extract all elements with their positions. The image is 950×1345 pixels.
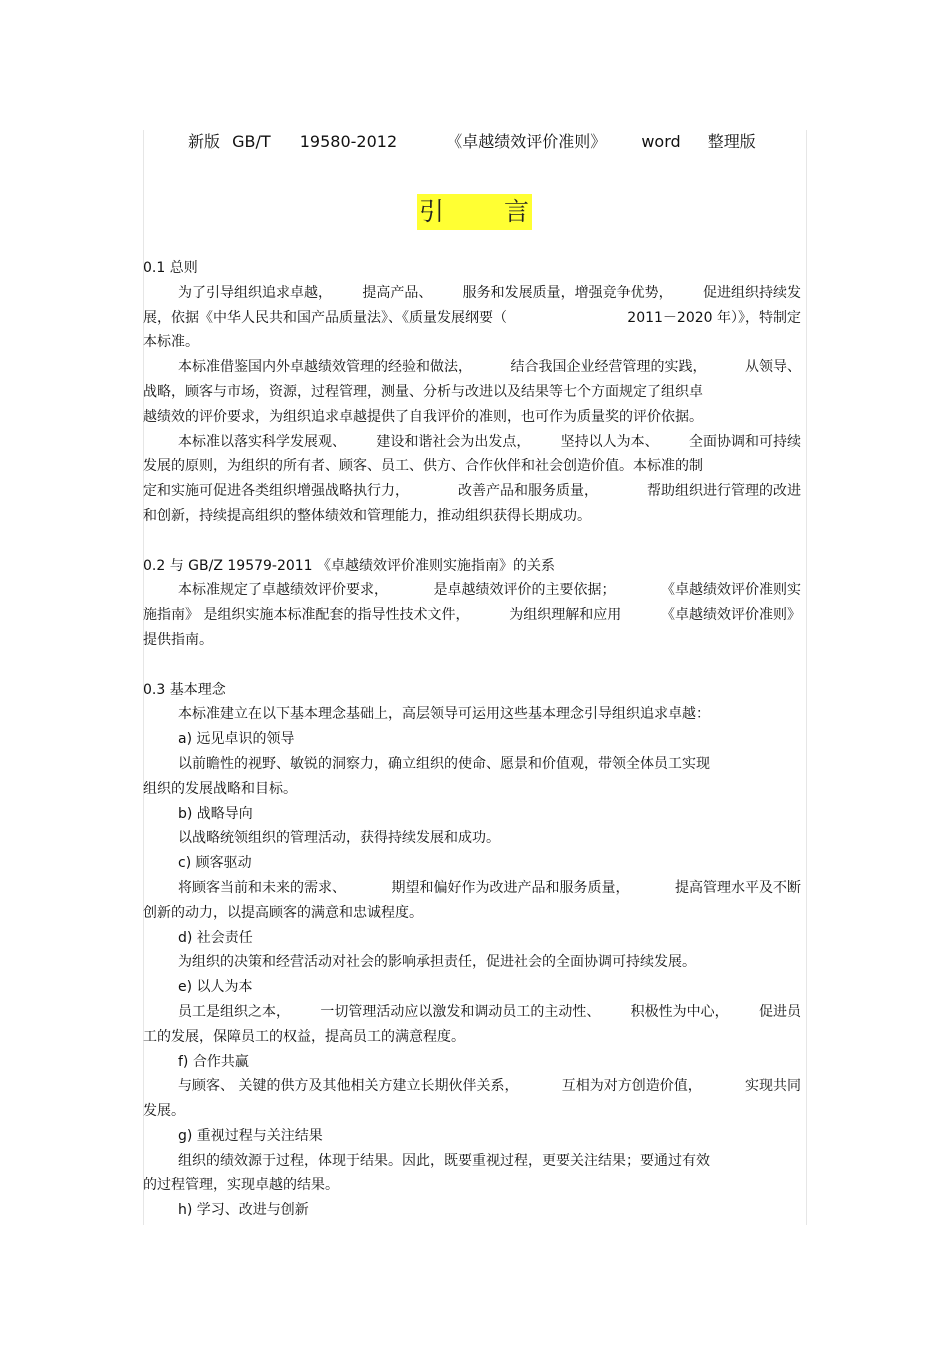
text-run: 促进组织持续发 <box>702 284 801 301</box>
section-heading: 0.1 总则 <box>143 260 198 276</box>
paragraph-line <box>143 1074 801 1099</box>
paragraph-line: 以战略统领组织的管理活动，获得持续发展和成功。 <box>178 830 500 847</box>
list-item-title: b) 战略导向 <box>178 805 253 822</box>
list-item-title: c) 顾客驱动 <box>178 855 252 872</box>
paragraph-line <box>143 355 801 380</box>
header-part: 整理版 <box>707 132 756 151</box>
text-run: 全面协调和可持续 <box>688 433 801 450</box>
text-run: 将顾客当前和未来的需求、 <box>178 879 346 896</box>
text-run: 施指南》 是组织实施本标准配套的指导性技术文件， <box>143 607 470 624</box>
text-run: 积极性为中心， <box>630 1003 729 1020</box>
list-item-title: h) 学习、改进与创新 <box>178 1202 309 1219</box>
list-item-title: f) 合作共赢 <box>178 1053 249 1070</box>
paragraph-line: 工的发展，保障员工的权益，提高员工的满意程度。 <box>143 1028 465 1045</box>
blank-line <box>143 529 801 554</box>
paragraph-line: 本标准。 <box>143 334 199 351</box>
paragraph-line <box>143 1000 801 1025</box>
text-run: 帮助组织进行管理的改进 <box>647 483 801 500</box>
text-run: 2011－2020 年）》，特制定 <box>627 309 801 326</box>
text-run: 互相为对方创造价值， <box>561 1078 702 1095</box>
paragraph-line <box>143 479 801 504</box>
section-heading: 0.3 基本理念 <box>143 681 226 698</box>
paragraph-line: 为组织的决策和经营活动对社会的影响承担责任，促进社会的全面协调可持续发展。 <box>178 954 696 971</box>
header-part: 《卓越绩效评价准则》 <box>446 132 607 151</box>
paragraph-line <box>143 306 801 331</box>
text-run: 提高管理水平及不断 <box>675 879 801 896</box>
header-part: word <box>641 132 681 151</box>
text-run: 本标准以落实科学发展观、 <box>178 433 346 450</box>
paragraph-line: 的过程管理，实现卓越的结果。 <box>143 1177 339 1194</box>
paragraph-line <box>143 430 801 455</box>
paragraph-line <box>143 876 801 901</box>
text-run: 本标准规定了卓越绩效评价要求， <box>178 582 388 599</box>
section-title-highlight <box>417 194 532 230</box>
text-run: 展，依据《中华人民共和国产品质量法》、《质量发展纲要（ <box>143 309 507 326</box>
title-char: 引 <box>419 197 445 226</box>
list-item-title: a) 远见卓识的领导 <box>178 731 295 748</box>
text-run: 从领导、 <box>745 359 801 376</box>
text-run: 《卓越绩效评价准则》 <box>660 607 801 624</box>
text-run: 员工是组织之本， <box>178 1003 290 1020</box>
list-item-title: g) 重视过程与关注结果 <box>178 1127 323 1144</box>
paragraph-line: 发展的原则，为组织的所有者、顾客、员工、供方、合作伙伴和社会创造价值。本标准的制 <box>143 458 703 475</box>
text-run: 本标准借鉴国内外卓越绩效管理的经验和做法， <box>178 359 472 376</box>
text-run: 改善产品和服务质量， <box>458 483 598 500</box>
text-run: 促进员 <box>758 1003 801 1020</box>
paragraph-line: 提供指南。 <box>143 631 213 648</box>
text-run: 结合我国企业经营管理的实践， <box>510 359 707 376</box>
text-run: 坚持以人为本、 <box>560 433 659 450</box>
text-run: 《卓越绩效评价准则实 <box>661 582 801 599</box>
paragraph-line: 发展。 <box>143 1103 185 1120</box>
document-header <box>188 131 756 153</box>
header-part: GB/T <box>232 132 271 151</box>
paragraph-line: 和创新，持续提高组织的整体绩效和管理能力，推动组织获得长期成功。 <box>143 507 591 524</box>
text-run: 是卓越绩效评价的主要依据； <box>433 582 616 599</box>
paragraph-line <box>143 603 801 628</box>
text-run: 为了引导组织追求卓越， <box>178 284 332 301</box>
list-item-title: e) 以人为本 <box>178 979 253 996</box>
text-run: 与顾客、 关键的供方及其他相关方建立长期伙伴关系， <box>178 1078 519 1095</box>
right-margin-line <box>806 130 807 1225</box>
blank-line <box>143 653 801 678</box>
title-char: 言 <box>504 197 530 226</box>
text-run: 实现共同 <box>744 1078 801 1095</box>
header-part: 新版 <box>188 132 221 151</box>
text-run: 定和实施可促进各类组织增强战略执行力， <box>143 483 409 500</box>
paragraph-line: 组织的绩效源于过程，体现于结果。因此，既要重视过程，更要关注结果；要通过有效 <box>178 1152 710 1169</box>
text-run: 服务和发展质量，增强竞争优势， <box>462 284 673 301</box>
paragraph-line: 以前瞻性的视野、敏锐的洞察力，确立组织的使命、愿景和价值观，带领全体员工实现 <box>178 755 710 772</box>
paragraph-line: 创新的动力，以提高顾客的满意和忠诚程度。 <box>143 904 423 921</box>
paragraph-line: 本标准建立在以下基本理念基础上，高层领导可运用这些基本理念引导组织追求卓越： <box>178 706 710 723</box>
paragraph-line <box>143 281 801 306</box>
text-run: 期望和偏好作为改进产品和服务质量， <box>391 879 630 896</box>
header-part: 19580-2012 <box>299 132 398 151</box>
paragraph-line: 越绩效的评价要求，为组织追求卓越提供了自我评价的准则，也可作为质量奖的评价依据。 <box>143 408 703 425</box>
document-body <box>143 256 801 1223</box>
section-heading: 0.2 与 GB/Z 19579-2011 《卓越绩效评价准则实施指南》的关系 <box>143 557 556 574</box>
paragraph-line: 组织的发展战略和目标。 <box>143 780 297 797</box>
paragraph-line: 战略，顾客与市场，资源，过程管理，测量、分析与改进以及结果等七个方面规定了组织卓 <box>143 383 703 400</box>
text-run: 提高产品、 <box>362 284 433 301</box>
text-run: 为组织理解和应用 <box>509 607 622 624</box>
text-run: 建设和谐社会为出发点， <box>376 433 531 450</box>
text-run: 一切管理活动应以激发和调动员工的主动性、 <box>320 1003 601 1020</box>
list-item-title: d) 社会责任 <box>178 929 253 946</box>
paragraph-line <box>143 578 801 603</box>
